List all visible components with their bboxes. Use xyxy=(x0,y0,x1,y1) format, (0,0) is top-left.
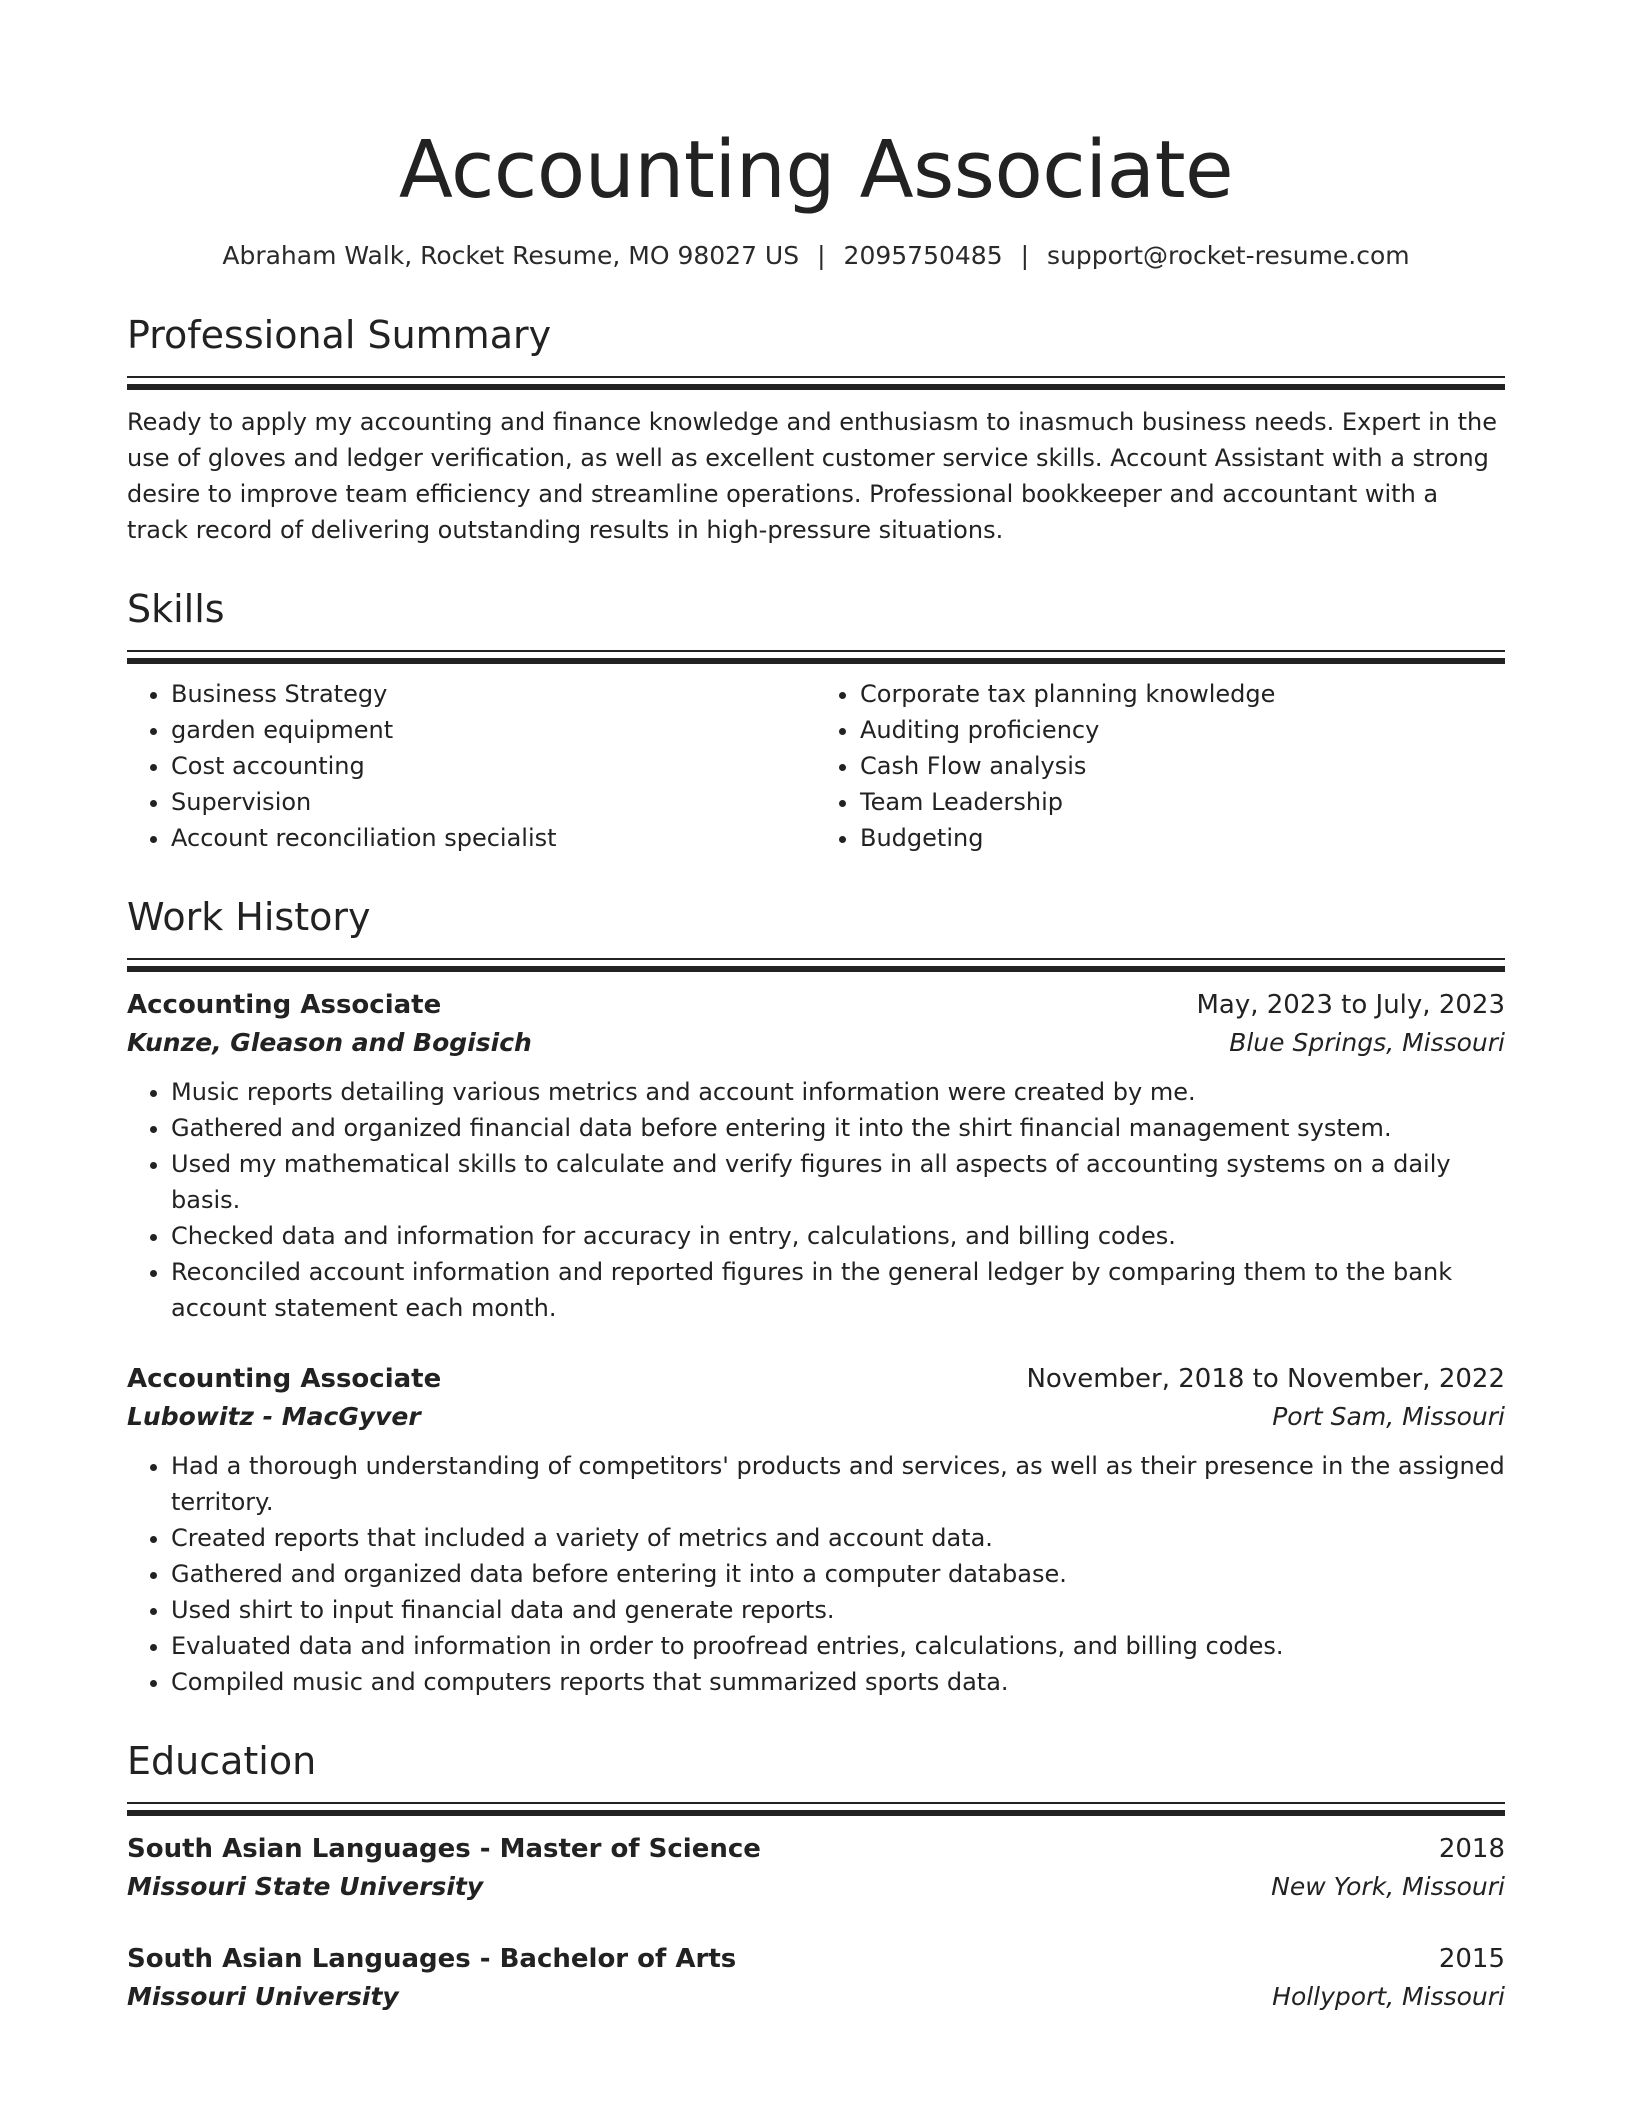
education-entry xyxy=(127,1830,1505,1906)
skill-item: • Account reconciliation specialist xyxy=(171,820,816,856)
job-bullet: • Used my mathematical skills to calculate and verify figures in all aspects of accounting systems on a daily basis. xyxy=(171,1146,1505,1218)
job-title: Accounting Associate xyxy=(127,1364,442,1394)
skill-item: • Auditing proficiency xyxy=(860,712,1505,748)
job-bullet: • Compiled music and computers reports that summarized sports data. xyxy=(171,1664,1505,1700)
contact-address: Abraham Walk, Rocket Resume, MO 98027 US xyxy=(222,241,800,270)
education-school: Missouri University xyxy=(127,1982,399,2011)
contact-separator: | xyxy=(1020,241,1030,270)
job-title: Accounting Associate xyxy=(127,990,442,1020)
summary-heading: Professional Summary xyxy=(127,313,552,357)
skill-item: • Supervision xyxy=(171,784,816,820)
job-bullet: • Checked data and information for accuracy in entry, calculations, and billing codes. xyxy=(171,1218,1505,1254)
job-location: Port Sam, Missouri xyxy=(1272,1402,1505,1431)
job-location: Blue Springs, Missouri xyxy=(1229,1028,1505,1057)
skills-heading: Skills xyxy=(127,587,225,631)
summary-section xyxy=(127,310,1505,548)
education-location: Hollyport, Missouri xyxy=(1272,1982,1505,2011)
education-location: New York, Missouri xyxy=(1271,1872,1505,1901)
education-year: 2018 xyxy=(1438,1834,1505,1864)
section-divider xyxy=(127,958,1505,972)
job-entry xyxy=(127,986,1505,1326)
work-history-section xyxy=(127,892,1505,1700)
job-company: Lubowitz - MacGyver xyxy=(127,1402,421,1431)
section-divider xyxy=(127,1802,1505,1816)
job-bullet: • Reconciled account information and reported figures in the general ledger by comparing them to the bank account statement each month. xyxy=(171,1254,1505,1326)
education-degree: South Asian Languages - Master of Science xyxy=(127,1834,761,1864)
job-dates: May, 2023 to July, 2023 xyxy=(1196,990,1505,1020)
contact-email: support@rocket-resume.com xyxy=(1047,241,1410,270)
resume-title: Accounting Associate xyxy=(398,124,1234,216)
job-bullets xyxy=(127,1448,1505,1700)
contact-line xyxy=(127,238,1505,274)
education-school: Missouri State University xyxy=(127,1872,484,1901)
skill-item: • Business Strategy xyxy=(171,676,816,712)
education-heading: Education xyxy=(127,1739,317,1783)
job-bullet: • Music reports detailing various metrics and account information were created by me. xyxy=(171,1074,1505,1110)
skills-list-left xyxy=(127,676,816,856)
job-bullet: • Used shirt to input financial data and generate reports. xyxy=(171,1592,1505,1628)
job-bullet: • Gathered and organized financial data before entering it into the shirt financial management system. xyxy=(171,1110,1505,1146)
summary-text: Ready to apply my accounting and finance knowledge and enthusiasm to inasmuch business needs. Expert in the use of gloves and ledger verification, as well as excellent customer service skills. Account Assistant with a strong desire to improve team efficiency and streamline operations. Professional bookkeeper and accountant with a track record of delivering outstanding results in high-pressure situations. xyxy=(127,408,1497,544)
section-divider xyxy=(127,650,1505,664)
job-bullet: • Gathered and organized data before entering it into a computer database. xyxy=(171,1556,1505,1592)
education-section xyxy=(127,1736,1505,2016)
job-company: Kunze, Gleason and Bogisich xyxy=(127,1028,532,1057)
skills-section xyxy=(127,584,1505,856)
education-year: 2015 xyxy=(1438,1944,1505,1974)
job-bullet: • Had a thorough understanding of competitors' products and services, as well as their presence in the assigned territory. xyxy=(171,1448,1505,1520)
skills-columns xyxy=(127,676,1505,856)
education-entry xyxy=(127,1940,1505,2016)
skill-item: • Cash Flow analysis xyxy=(860,748,1505,784)
skill-item: • Cost accounting xyxy=(171,748,816,784)
skill-item: • garden equipment xyxy=(171,712,816,748)
section-divider xyxy=(127,376,1505,390)
work-history-heading: Work History xyxy=(127,895,371,939)
contact-separator: | xyxy=(817,241,826,270)
job-dates: November, 2018 to November, 2022 xyxy=(1026,1364,1505,1394)
contact-phone: 2095750485 xyxy=(843,241,1003,270)
skill-item: • Budgeting xyxy=(860,820,1505,856)
job-bullet: • Created reports that included a variety of metrics and account data. xyxy=(171,1520,1505,1556)
education-degree: South Asian Languages - Bachelor of Arts xyxy=(127,1944,737,1974)
job-entry xyxy=(127,1360,1505,1700)
skill-item: • Team Leadership xyxy=(860,784,1505,820)
job-bullet: • Evaluated data and information in order to proofread entries, calculations, and billing codes. xyxy=(171,1628,1505,1664)
job-bullets xyxy=(127,1074,1505,1326)
skills-list-right xyxy=(816,676,1505,856)
skill-item: • Corporate tax planning knowledge xyxy=(860,676,1505,712)
